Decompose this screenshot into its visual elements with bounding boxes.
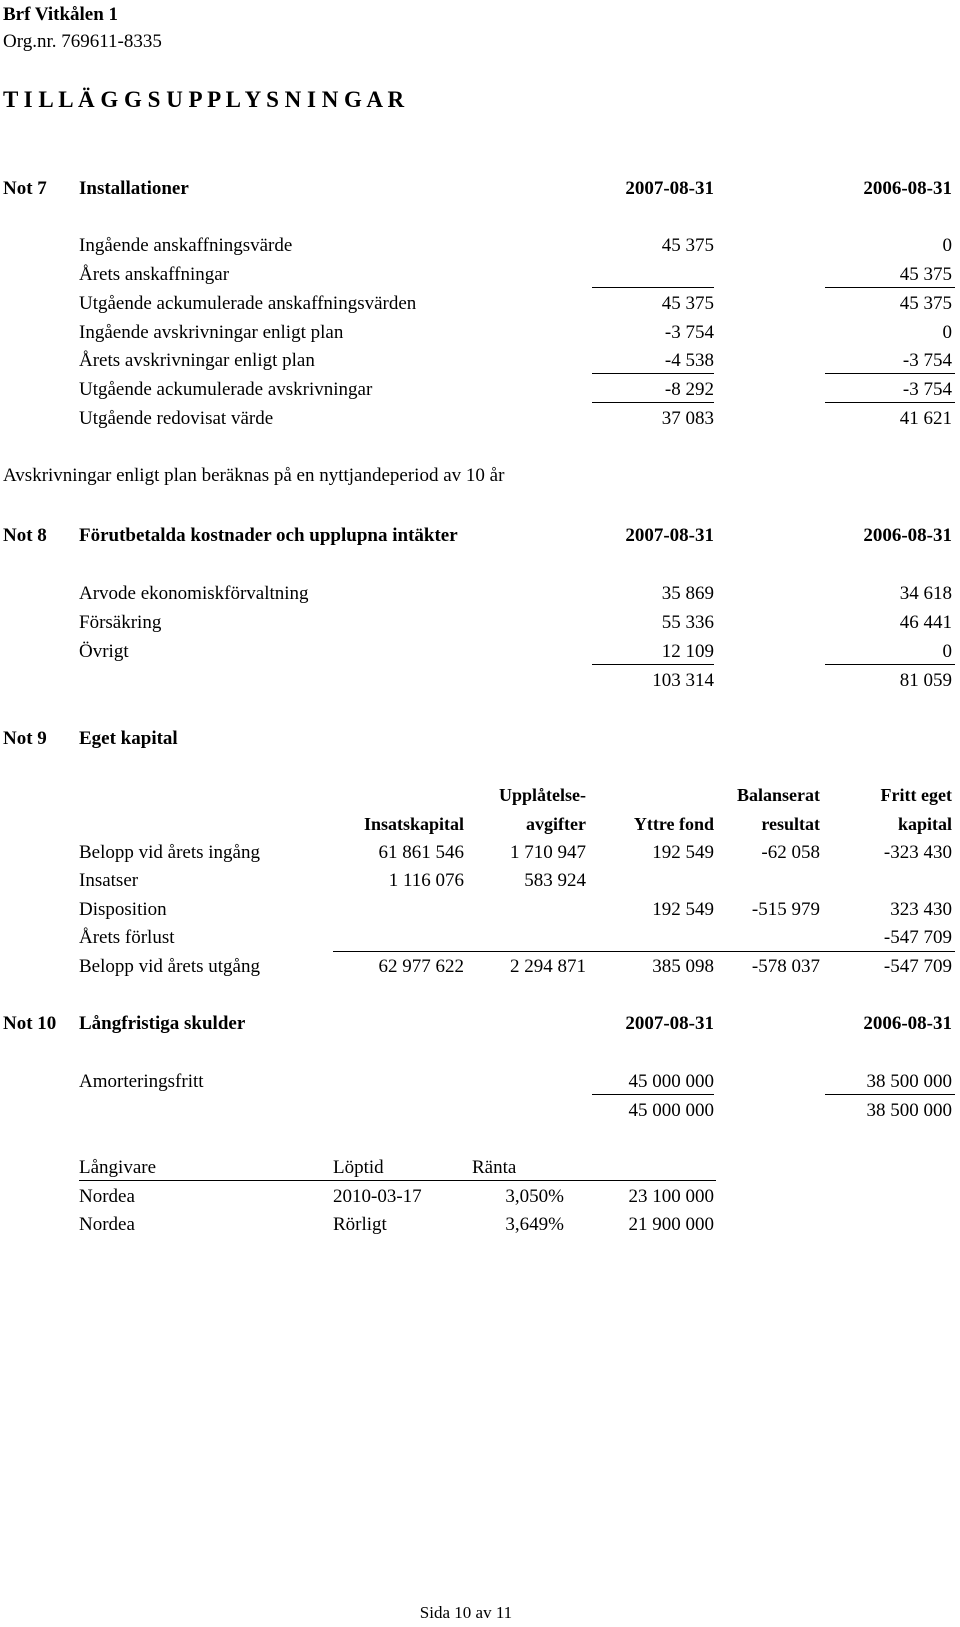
note-8-row-label: Försäkring <box>79 612 162 633</box>
equity-cell: 385 098 <box>652 956 714 977</box>
equity-cell: -323 430 <box>883 842 952 863</box>
equity-cell: 61 861 546 <box>378 842 464 863</box>
equity-header: Fritt eget <box>880 785 952 805</box>
subtotal-rule <box>592 287 714 288</box>
equity-row-label: Belopp vid årets utgång <box>79 956 260 977</box>
note-7-row-label: Utgående redovisat värde <box>79 408 274 429</box>
org-name: Brf Vitkålen 1 <box>3 4 119 25</box>
subtotal-rule <box>592 664 714 665</box>
note-8-row-label: Arvode ekonomiskförvaltning <box>79 583 309 604</box>
note-9-title: Eget kapital <box>79 728 178 749</box>
note-7-row-label: Utgående ackumulerade avskrivningar <box>79 379 373 400</box>
note-10-title: Långfristiga skulder <box>79 1013 246 1034</box>
equity-cell: 62 977 622 <box>378 956 464 977</box>
equity-cell: -515 979 <box>751 899 820 920</box>
note-8-col1-header: 2007-08-31 <box>625 525 714 546</box>
equity-cell: 323 430 <box>890 899 952 920</box>
subtotal-rule <box>333 951 955 952</box>
note-8-row-value: 46 441 <box>899 612 952 633</box>
equity-cell: -578 037 <box>751 956 820 977</box>
note-7-row-value: 45 375 <box>661 293 714 314</box>
note-7-row-value: 0 <box>942 322 952 343</box>
note-7-row-label: Ingående avskrivningar enligt plan <box>79 322 344 343</box>
note-7-col2-header: 2006-08-31 <box>863 178 952 199</box>
note-7-row-value: -3 754 <box>902 350 952 371</box>
note-8-row-value: 55 336 <box>661 612 714 633</box>
note-8-title: Förutbetalda kostnader och upplupna intäkter <box>79 525 458 546</box>
note-10-row-label: Amorteringsfritt <box>79 1071 204 1092</box>
note-7-row-value: 45 375 <box>899 264 952 285</box>
lender-name: Nordea <box>79 1186 135 1207</box>
lender-header-term: Löptid <box>333 1157 384 1178</box>
equity-cell: 1 710 947 <box>510 842 586 863</box>
lender-term: 2010-03-17 <box>333 1186 422 1207</box>
note-10-total: 38 500 000 <box>866 1100 952 1121</box>
note-8-label: Not 8 <box>3 525 47 546</box>
org-number: Org.nr. 769611-8335 <box>3 31 162 52</box>
note-8-row-value: 12 109 <box>661 641 714 662</box>
equity-cell: -62 058 <box>761 842 820 863</box>
lender-amount: 21 900 000 <box>628 1214 714 1235</box>
page-title: T I L L Ä G G S U P P L Y S N I N G A R <box>3 87 405 112</box>
subtotal-rule <box>825 373 955 374</box>
equity-cell: 192 549 <box>652 842 714 863</box>
equity-header: Balanserat <box>737 785 820 805</box>
note-7-row-value: 45 375 <box>661 235 714 256</box>
subtotal-rule <box>592 1094 714 1095</box>
note-7-row-value: -4 538 <box>664 350 714 371</box>
note-7-row-value: 37 083 <box>661 408 714 429</box>
equity-header: kapital <box>897 814 952 834</box>
equity-cell: -547 709 <box>883 956 952 977</box>
subtotal-rule <box>592 373 714 374</box>
subtotal-rule <box>825 664 955 665</box>
note-8-total: 81 059 <box>899 670 952 691</box>
note-7-title: Installationer <box>79 178 189 199</box>
lender-name: Nordea <box>79 1214 135 1235</box>
note-8-col2-header: 2006-08-31 <box>863 525 952 546</box>
equity-cell: 2 294 871 <box>510 956 586 977</box>
note-7-row-value: 45 375 <box>899 293 952 314</box>
note-9-label: Not 9 <box>3 728 47 749</box>
note-7-row-label: Utgående ackumulerade anskaffningsvärden <box>79 293 417 314</box>
note-7-col1-header: 2007-08-31 <box>625 178 714 199</box>
note-7-row-label: Årets avskrivningar enligt plan <box>79 350 315 371</box>
lender-header-rate: Ränta <box>472 1157 517 1178</box>
note-7-depreciation-note: Avskrivningar enligt plan beräknas på en nyttjandeperiod av 10 år <box>3 465 505 486</box>
lender-amount: 23 100 000 <box>628 1186 714 1207</box>
note-10-total: 45 000 000 <box>628 1100 714 1121</box>
note-8-row-value: 0 <box>942 641 952 662</box>
equity-row-label: Belopp vid årets ingång <box>79 842 260 863</box>
note-10-row-value: 38 500 000 <box>866 1071 952 1092</box>
equity-header: Yttre fond <box>633 814 714 834</box>
equity-row-label: Årets förlust <box>79 927 175 948</box>
equity-cell: -547 709 <box>883 927 952 948</box>
note-10-col1-header: 2007-08-31 <box>625 1013 714 1034</box>
note-8-row-label: Övrigt <box>79 641 129 662</box>
equity-cell: 1 116 076 <box>388 870 464 891</box>
lender-rate: 3,649% <box>505 1214 564 1235</box>
note-8-total: 103 314 <box>652 670 714 691</box>
note-7-label: Not 7 <box>3 178 47 199</box>
lender-header-rule <box>79 1180 716 1181</box>
note-10-label: Not 10 <box>3 1013 57 1034</box>
equity-cell: 192 549 <box>652 899 714 920</box>
equity-header: Insatskapital <box>363 814 464 834</box>
lender-term: Rörligt <box>333 1214 387 1235</box>
equity-row-label: Disposition <box>79 899 167 920</box>
subtotal-rule <box>825 402 955 403</box>
note-7-row-value: -3 754 <box>664 322 714 343</box>
lender-rate: 3,050% <box>505 1186 564 1207</box>
equity-cell: 583 924 <box>524 870 586 891</box>
note-7-row-value: -8 292 <box>664 379 714 400</box>
page-number: Sida 10 av 11 <box>419 1603 513 1622</box>
equity-header: resultat <box>761 814 820 834</box>
lender-header-name: Långivare <box>79 1157 157 1178</box>
equity-header: Upplåtelse- <box>499 785 586 805</box>
note-7-row-value: 0 <box>942 235 952 256</box>
note-7-row-label: Årets anskaffningar <box>79 264 230 285</box>
note-10-row-value: 45 000 000 <box>628 1071 714 1092</box>
subtotal-rule <box>825 1094 955 1095</box>
subtotal-rule <box>825 287 955 288</box>
note-7-row-value: -3 754 <box>902 379 952 400</box>
note-10-col2-header: 2006-08-31 <box>863 1013 952 1034</box>
note-7-row-label: Ingående anskaffningsvärde <box>79 235 293 256</box>
subtotal-rule <box>592 402 714 403</box>
note-8-row-value: 35 869 <box>661 583 714 604</box>
equity-header: avgifter <box>526 814 586 834</box>
note-8-row-value: 34 618 <box>899 583 952 604</box>
equity-row-label: Insatser <box>79 870 139 891</box>
note-7-row-value: 41 621 <box>899 408 952 429</box>
